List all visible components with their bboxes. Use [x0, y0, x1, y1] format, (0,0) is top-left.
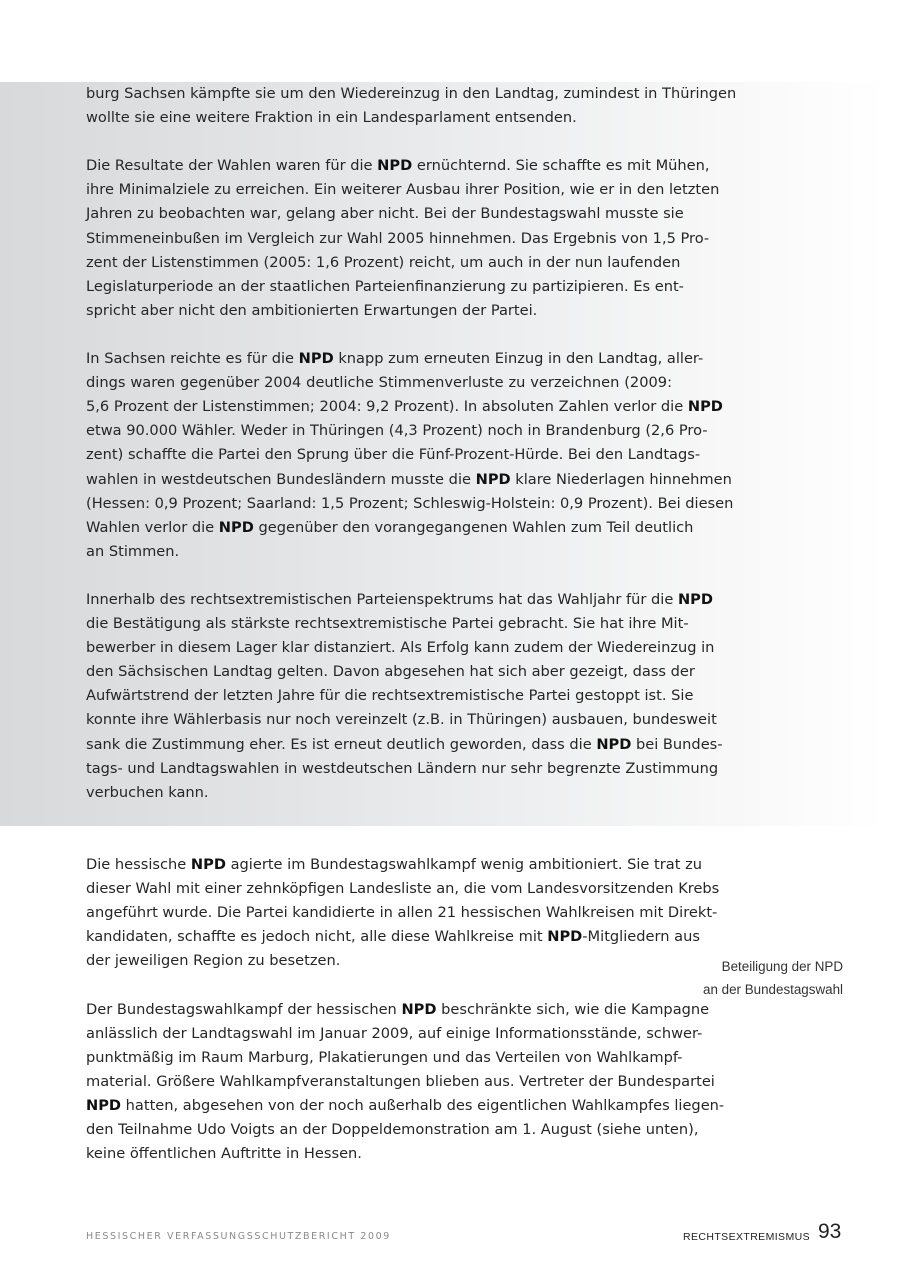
text-segment: etwa 90.000 Wähler. Weder in Thüringen (4,3 Prozent) noch in Brandenburg (2,6 Pro- — [86, 422, 708, 440]
text-segment: ihre Minimalziele zu erreichen. Ein weiterer Ausbau ihrer Position, wie er in den letzten — [86, 181, 720, 199]
text-segment: Die Resultate der Wahlen waren für die — [86, 157, 378, 175]
text-line — [86, 998, 710, 1022]
party-name-bold: NPD — [190, 856, 226, 873]
paragraph — [86, 588, 723, 805]
text-segment: den Sächsischen Landtag gelten. Davon abgesehen hat sich aber gezeigt, dass der — [86, 663, 695, 681]
text-line — [86, 251, 681, 275]
text-line — [86, 612, 689, 636]
text-segment: hatten, abgesehen von der noch außerhalb des eigentlichen Wahlkampfes liegen- — [121, 1096, 725, 1114]
text-segment: wahlen in westdeutschen Bundesländern musste die — [86, 470, 476, 488]
text-segment: 5,6 Prozent der Listenstimmen; 2004: 9,2 Prozent). In absoluten Zahlen verlor die — [86, 398, 688, 416]
text-segment: knapp zum erneuten Einzug in den Landtag, aller- — [333, 350, 704, 368]
margin-note-line-2: an der Bundestagswahl — [703, 982, 843, 997]
text-segment: beschränkte sich, wie die Kampagne — [436, 1000, 710, 1018]
text-line — [86, 949, 672, 973]
text-line — [86, 660, 695, 684]
party-name-bold: NPD — [687, 398, 723, 416]
text-line — [86, 227, 710, 251]
text-segment: zent der Listenstimmen (2005: 1,6 Prozent) reicht, um auch in der nun laufenden — [86, 253, 681, 271]
text-segment: angeführt wurde. Die Partei kandidierte in allen 21 hessischen Wahlkreisen mit Direkt- — [86, 904, 718, 922]
text-line — [86, 1118, 699, 1142]
text-segment: tags- und Landtagswahlen in westdeutschen Ländern nur sehr begrenzte Zustimmung — [86, 759, 719, 777]
text-line — [86, 757, 719, 781]
party-name-bold: NPD — [377, 157, 413, 175]
lower-body-text — [86, 853, 725, 1166]
text-line — [86, 588, 713, 612]
text-segment: punktmäßig im Raum Marburg, Plakatierungen und das Verteilen von Wahlkampf- — [86, 1048, 683, 1066]
text-segment: gegenüber den vorangegangenen Wahlen zum Teil deutlich — [253, 518, 694, 536]
text-segment: bei Bundes- — [631, 735, 723, 753]
text-line — [86, 371, 672, 395]
text-segment: sank die Zustimmung eher. Es ist erneut deutlich geworden, dass die — [86, 735, 597, 753]
text-segment: Der Bundestagswahlkampf der hessischen — [86, 1000, 402, 1018]
margin-note-line-1: Beteiligung der NPD — [721, 959, 843, 974]
text-segment: den Teilnahme Udo Voigts an der Doppeldemonstration am 1. August (siehe unten), — [86, 1121, 699, 1139]
text-segment: dieser Wahl mit einer zehnköpfigen Landesliste an, die vom Landesvorsitzenden Krebs — [86, 880, 720, 898]
text-segment: kandidaten, schaffte es jedoch nicht, alle diese Wahlkreise mit — [86, 928, 548, 946]
text-line — [86, 1070, 715, 1094]
text-line — [86, 636, 715, 660]
text-segment: Stimmeneinbußen im Vergleich zur Wahl 2005 hinnehmen. Das Ergebnis von 1,5 Pro- — [86, 229, 710, 247]
text-segment: spricht aber nicht den ambitionierten Erwartungen der Partei. — [86, 301, 538, 319]
party-name-bold: NPD — [401, 1000, 437, 1018]
text-segment: burg Sachsen kämpfte sie um den Wiedereinzug in den Landtag, zumindest in Thüringen — [86, 85, 737, 102]
party-name-bold: NPD — [677, 590, 713, 608]
text-line — [86, 154, 710, 178]
text-line — [86, 540, 672, 564]
text-line — [86, 853, 702, 877]
text-segment: Legislaturperiode an der staatlichen Parteienfinanzierung zu partizipieren. Es ent- — [86, 277, 684, 295]
text-segment: die Bestätigung als stärkste rechtsextremistische Partei gebracht. Sie hat ihre Mit- — [86, 615, 689, 633]
text-line — [86, 419, 708, 443]
text-line — [86, 1046, 683, 1070]
text-line — [86, 347, 704, 371]
party-name-bold: NPD — [475, 470, 511, 488]
text-segment: keine öffentlichen Auftritte in Hessen. — [86, 1145, 362, 1163]
text-line — [86, 178, 720, 202]
page-number: 93 — [818, 1220, 842, 1243]
text-segment: wollte sie eine weitere Fraktion in ein Landesparlament entsenden. — [86, 109, 577, 127]
paragraph — [86, 82, 737, 130]
text-segment: Wahlen verlor die — [86, 518, 219, 536]
text-segment: material. Größere Wahlkampfveranstaltungen blieben aus. Vertreter der Bundespartei — [86, 1072, 715, 1090]
text-line — [86, 492, 734, 516]
text-segment: In Sachsen reichte es für die — [86, 350, 299, 368]
text-line — [86, 1094, 725, 1118]
text-line — [86, 106, 672, 130]
text-segment: dings waren gegenüber 2004 deutliche Stimmenverluste zu verzeichnen (2009: — [86, 374, 672, 392]
paragraph — [86, 853, 720, 973]
footer-publication-title: HESSISCHER VERFASSUNGSSCHUTZBERICHT 2009 — [86, 1231, 391, 1242]
text-segment: klare Niederlagen hinnehmen — [510, 470, 732, 488]
text-segment: verbuchen kann. — [86, 783, 209, 801]
footer-section-title: RECHTSEXTREMISMUS — [683, 1231, 810, 1243]
margin-note — [683, 955, 843, 1001]
text-line — [86, 395, 723, 419]
party-name-bold: NPD — [298, 350, 334, 368]
text-segment: ernüchternd. Sie schaffte es mit Mühen, — [412, 157, 710, 175]
text-segment: konnte ihre Wählerbasis nur noch vereinzelt (z.B. in Thüringen) ausbauen, bundesweit — [86, 711, 717, 729]
text-segment: Innerhalb des rechtsextremistischen Parteienspektrums hat das Wahljahr für die — [86, 590, 678, 608]
text-line — [86, 877, 720, 901]
text-line — [86, 82, 737, 106]
upper-body-text — [86, 82, 737, 805]
text-line — [86, 1022, 703, 1046]
text-line — [86, 781, 672, 805]
text-segment: Jahren zu beobachten war, gelang aber nicht. Bei der Bundestagswahl musste sie — [86, 205, 684, 223]
text-line — [86, 1142, 672, 1166]
party-name-bold: NPD — [86, 1096, 122, 1114]
text-segment: an Stimmen. — [86, 542, 180, 560]
text-line — [86, 468, 732, 492]
text-segment: anlässlich der Landtagswahl im Januar 2009, auf einige Informationsstände, schwer- — [86, 1024, 703, 1042]
paragraph — [86, 347, 734, 564]
text-line — [86, 925, 700, 949]
text-line — [86, 275, 684, 299]
text-segment: Aufwärtstrend der letzten Jahre für die rechtsextremistische Partei gestoppt ist. Sie — [86, 687, 694, 705]
party-name-bold: NPD — [596, 735, 632, 753]
text-segment: agierte im Bundestagswahlkampf wenig ambitioniert. Sie trat zu — [225, 856, 702, 873]
text-line — [86, 202, 684, 226]
text-segment: zent) schaffte die Partei den Sprung über die Fünf-Prozent-Hürde. Bei den Landtags- — [86, 446, 701, 464]
text-line — [86, 733, 723, 757]
text-line — [86, 684, 694, 708]
text-segment: -Mitgliedern aus — [582, 928, 700, 946]
text-segment: Die hessische — [86, 856, 191, 873]
text-segment: (Hessen: 0,9 Prozent; Saarland: 1,5 Prozent; Schleswig-Holstein: 0,9 Prozent). Bei diesen — [86, 494, 734, 512]
text-line — [86, 299, 672, 323]
party-name-bold: NPD — [547, 928, 583, 946]
text-line — [86, 443, 701, 467]
text-line — [86, 708, 717, 732]
party-name-bold: NPD — [218, 518, 254, 536]
text-segment: bewerber in diesem Lager klar distanziert. Als Erfolg kann zudem der Wiedereinzug in — [86, 639, 715, 657]
paragraph — [86, 154, 720, 323]
text-line — [86, 516, 694, 540]
text-line — [86, 901, 718, 925]
paragraph — [86, 998, 725, 1167]
text-segment: der jeweiligen Region zu besetzen. — [86, 952, 341, 970]
